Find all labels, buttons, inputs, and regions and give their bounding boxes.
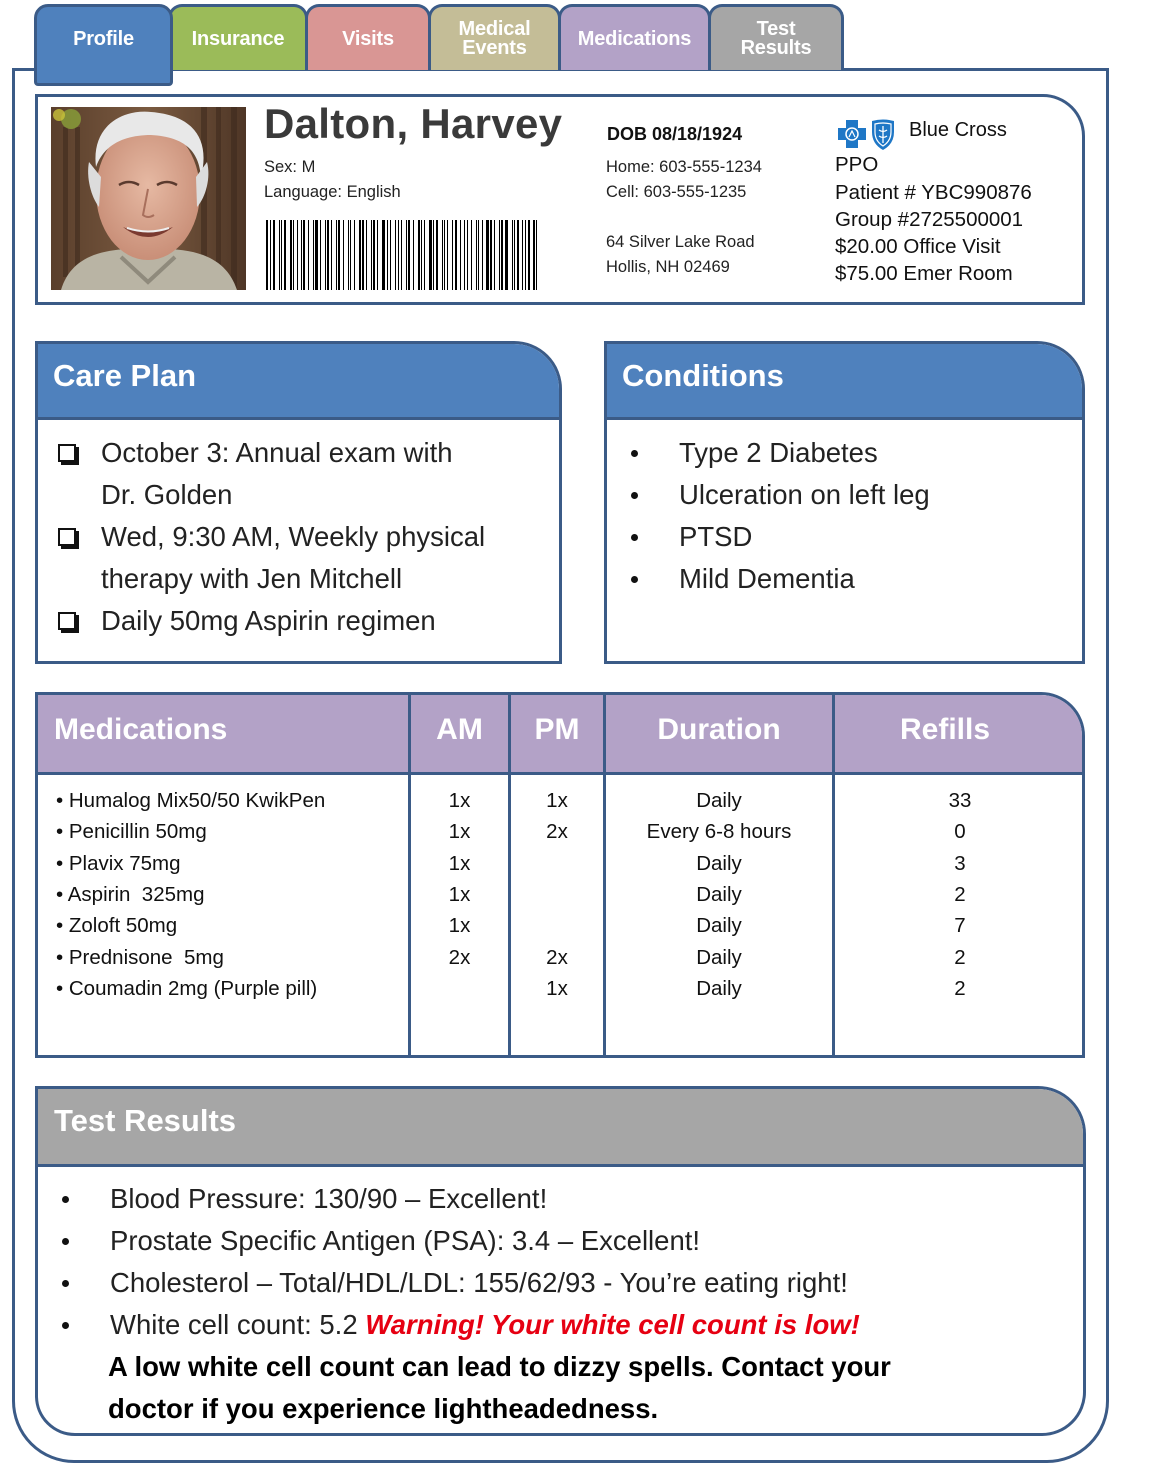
barcode-bar: [522, 220, 523, 290]
medication-name-cell: [56, 816, 406, 847]
tab-test-results[interactable]: [708, 4, 844, 70]
barcode-bar: [320, 220, 321, 290]
barcode-bar: [401, 220, 402, 290]
barcode-bar: [460, 220, 461, 290]
test-result-text: White cell count: 5.2: [110, 1309, 366, 1340]
medication-duration-cell: Every 6-8 hours: [646, 820, 792, 844]
insurance-emer-room: $75.00 Emer Room: [835, 262, 1013, 285]
barcode-bar: [303, 220, 305, 290]
barcode-bar: [382, 220, 385, 290]
bullet-icon: [631, 534, 638, 541]
barcode-bar: [406, 220, 407, 290]
medication-name-cell: [56, 785, 406, 816]
barcode-bar: [408, 220, 410, 290]
cell-phone: Cell: 603-555-1235: [606, 183, 747, 201]
medication-pm-cell: 1x: [546, 976, 568, 1000]
medication-name: Zoloft 50mg: [68, 914, 178, 938]
barcode-bar: [505, 220, 507, 290]
barcode-bar: [467, 220, 469, 290]
barcode-bar: [501, 220, 503, 290]
medication-refills-cell: 33: [948, 789, 972, 812]
care-plan-item-line1: Wed, 9:30 AM, Weekly physical: [101, 521, 486, 552]
care-plan-panel: [35, 341, 562, 664]
tab-label: Medications: [577, 27, 692, 50]
medication-duration-cell: Daily: [696, 789, 742, 812]
barcode-bar: [533, 220, 535, 290]
medication-name-cell: [56, 942, 406, 973]
barcode-bar: [290, 220, 292, 290]
home-phone: Home: 603-555-1234: [606, 158, 762, 176]
medication-refills-cell: 0: [954, 820, 966, 844]
tab-label: Profile: [73, 28, 134, 50]
barcode-bar: [315, 220, 317, 290]
bullet-icon: [631, 576, 638, 583]
medications-table: [35, 692, 1085, 1058]
barcode-bar: [512, 220, 513, 290]
tab-label-line2: Results: [740, 36, 812, 59]
care-plan-item-line2: Dr. Golden: [101, 479, 233, 510]
barcode-bar: [421, 220, 422, 290]
condition-text: Ulceration on left leg: [679, 479, 930, 510]
barcode-bar: [444, 220, 445, 290]
column-header-refills: Refills: [899, 713, 991, 746]
patient-name: Dalton, Harvey: [264, 100, 563, 147]
barcode-bar: [354, 220, 355, 290]
address-line1: 64 Silver Lake Road: [606, 233, 755, 251]
care-plan-item-line1: October 3: Annual exam with: [101, 437, 453, 468]
test-result-text: Prostate Specific Antigen (PSA): 3.4 – Excellent!: [110, 1225, 701, 1256]
insurance-office-visit: $20.00 Office Visit: [835, 235, 1001, 258]
insurance-patient-number: Patient # YBC990876: [835, 181, 1032, 204]
medication-pm-cell: 1x: [546, 789, 568, 812]
barcode-bar: [452, 220, 454, 290]
insurance-plan: PPO: [835, 153, 879, 176]
bullet-icon: •: [56, 976, 69, 1000]
medication-name-cell: [56, 879, 406, 910]
insurance-group-number: Group #2725500001: [835, 208, 1024, 231]
barcode-bar: [442, 220, 443, 290]
bullet-icon: [631, 492, 638, 499]
medication-am-cell: 1x: [448, 820, 471, 844]
test-result-item: [62, 1220, 845, 1262]
barcode-bar: [499, 220, 500, 290]
medication-duration-cell: Daily: [696, 914, 742, 938]
bullet-icon: •: [56, 914, 69, 938]
medication-duration-cell: Daily: [696, 882, 742, 906]
bullet-icon: [631, 450, 638, 457]
barcode: [266, 220, 540, 290]
barcode-bar: [373, 220, 375, 290]
medication-name-cell: [56, 910, 406, 941]
test-results-title: Test Results: [54, 1103, 237, 1138]
address-line2: Hollis, NH 02469: [606, 258, 730, 276]
barcode-bar: [490, 220, 492, 290]
barcode-bar: [273, 220, 275, 290]
medication-name: Plavix 75mg: [68, 851, 181, 875]
barcode-bar: [293, 220, 294, 290]
patient-photo-image: [51, 107, 246, 290]
conditions-header: [607, 344, 1082, 420]
barcode-bar: [362, 220, 364, 290]
barcode-bar: [284, 220, 286, 290]
test-results-header: [38, 1089, 1083, 1167]
blue-cross-blue-shield-logo-icon: [836, 118, 898, 152]
tab-label: Visits: [342, 27, 394, 50]
barcode-bar: [429, 220, 431, 290]
test-result-item: [62, 1178, 845, 1220]
patient-dob: DOB 08/18/1924: [607, 124, 743, 144]
care-plan-title: Care Plan: [53, 358, 197, 393]
barcode-bar: [336, 220, 337, 290]
medication-am-cell: 1x: [448, 914, 471, 938]
barcode-bar: [377, 220, 378, 290]
barcode-bar: [433, 220, 434, 290]
medication-refills-cell: 2: [954, 976, 966, 1000]
care-plan-item-line2: therapy with Jen Mitchell: [101, 563, 403, 594]
barcode-bar: [297, 220, 298, 290]
warning-text: Warning! Your white cell count is low!: [365, 1309, 860, 1340]
test-result-text-wrapper: [110, 1304, 860, 1346]
barcode-bar: [418, 220, 420, 290]
patient-language: Language: English: [264, 183, 401, 201]
barcode-bar: [266, 220, 268, 290]
barcode-bar: [536, 220, 537, 290]
column-header-medications: Medications: [54, 713, 228, 746]
tab-medical-events[interactable]: [428, 4, 561, 70]
barcode-bar: [517, 220, 519, 290]
medication-duration-cell: Daily: [696, 851, 742, 875]
medication-name-cell: [56, 973, 406, 1004]
medication-name: Prednisone 5mg: [68, 945, 224, 969]
barcode-bar: [494, 220, 495, 290]
medication-name-cell: [56, 848, 406, 879]
tab-insurance[interactable]: [168, 4, 308, 70]
bullet-icon: •: [56, 789, 69, 812]
barcode-bar: [371, 220, 372, 290]
barcode-bar: [331, 220, 332, 290]
medication-refills-cell: 7: [954, 914, 966, 938]
warning-note-line2: doctor if you experience lightheadedness.: [108, 1393, 659, 1424]
test-result-item: [62, 1262, 848, 1304]
tab-label-line2: Events: [462, 36, 527, 59]
barcode-bar: [395, 220, 397, 290]
patient-photo: [51, 107, 246, 290]
bullet-icon: [62, 1322, 69, 1329]
barcode-bar: [338, 220, 340, 290]
test-results-panel: [35, 1086, 1086, 1436]
condition-text: PTSD: [679, 521, 753, 552]
barcode-bar: [348, 220, 349, 290]
checkbox-icon[interactable]: [58, 528, 76, 546]
barcode-bar: [327, 220, 329, 290]
conditions-panel: [604, 341, 1085, 664]
column-header-duration: Duration: [657, 713, 781, 746]
insurance-provider: Blue Cross: [909, 119, 1007, 141]
conditions-title: Conditions: [622, 358, 784, 393]
tab-label: Insurance: [191, 27, 285, 50]
condition-text: Type 2 Diabetes: [679, 437, 878, 468]
medication-am-cell: 1x: [448, 789, 471, 812]
barcode-bar: [413, 220, 415, 290]
barcode-bar: [478, 220, 479, 290]
barcode-bar: [482, 220, 483, 290]
barcode-bar: [455, 220, 457, 290]
medication-duration-cell: Daily: [696, 976, 742, 1000]
medication-am-cell: 2x: [448, 945, 471, 969]
medication-refills-cell: 2: [954, 945, 966, 969]
medication-name: Aspirin 325mg: [67, 882, 205, 906]
barcode-bar: [281, 220, 282, 290]
barcode-bar: [471, 220, 473, 290]
barcode-bar: [528, 220, 530, 290]
barcode-bar: [476, 220, 477, 290]
barcode-bar: [398, 220, 399, 290]
bullet-icon: [62, 1196, 69, 1203]
barcode-bar: [514, 220, 515, 290]
condition-text: Mild Dementia: [679, 563, 855, 594]
medication-am-cell: 1x: [448, 851, 471, 875]
bullet-icon: •: [56, 820, 69, 844]
bullet-icon: •: [56, 945, 69, 969]
tab-label-line1: Medical: [458, 17, 531, 40]
medication-name: Humalog Mix50/50 KwikPen: [68, 789, 326, 812]
column-header-am: AM: [436, 713, 483, 746]
care-plan-header: [38, 344, 559, 420]
barcode-bar: [359, 220, 361, 290]
barcode-bar: [270, 220, 271, 290]
medication-refills-cell: 2: [954, 882, 966, 906]
bullet-icon: •: [56, 851, 69, 875]
medication-name: Penicillin 50mg: [68, 820, 207, 844]
medication-duration-cell: Daily: [696, 945, 742, 969]
barcode-bar: [424, 220, 425, 290]
patient-sex: Sex: M: [264, 158, 316, 176]
bullet-icon: •: [56, 882, 68, 906]
barcode-bar: [447, 220, 448, 290]
barcode-bar: [343, 220, 345, 290]
barcode-bar: [301, 220, 302, 290]
barcode-bar: [279, 220, 280, 290]
medication-pm-cell: 2x: [546, 945, 568, 969]
checkbox-icon[interactable]: [58, 444, 76, 462]
bullet-icon: [62, 1238, 69, 1245]
test-results-list: [62, 1178, 891, 1430]
medication-pm-cell: 2x: [546, 820, 568, 844]
barcode-bar: [366, 220, 367, 290]
test-result-text: Blood Pressure: 130/90 – Excellent!: [110, 1183, 548, 1214]
bullet-icon: [62, 1280, 69, 1287]
tab-medications[interactable]: [558, 4, 711, 70]
barcode-bar: [350, 220, 351, 290]
barcode-bar: [464, 220, 465, 290]
test-result-item: [62, 1304, 860, 1346]
barcode-bar: [387, 220, 388, 290]
barcode-bar: [390, 220, 391, 290]
care-plan-item-line1: Daily 50mg Aspirin regimen: [101, 605, 436, 636]
barcode-bar: [308, 220, 310, 290]
tab-profile[interactable]: [34, 4, 173, 86]
tab-label-line1: Test: [756, 17, 796, 40]
tab-visits[interactable]: [305, 4, 431, 70]
test-result-text: Cholesterol – Total/HDL/LDL: 155/62/93 - You’re eating right!: [110, 1267, 848, 1298]
column-header-pm: PM: [534, 713, 580, 746]
barcode-bar: [486, 220, 488, 290]
medication-refills-cell: 3: [954, 851, 966, 875]
barcode-bar: [525, 220, 526, 290]
medication-name: Coumadin 2mg (Purple pill): [68, 976, 318, 1000]
checkbox-icon[interactable]: [58, 612, 76, 630]
warning-note-line1: A low white cell count can lead to dizzy spells. Contact your: [108, 1351, 891, 1382]
barcode-bar: [313, 220, 314, 290]
medication-am-cell: 1x: [448, 882, 471, 906]
barcode-bar: [325, 220, 326, 290]
barcode-bar: [436, 220, 438, 290]
